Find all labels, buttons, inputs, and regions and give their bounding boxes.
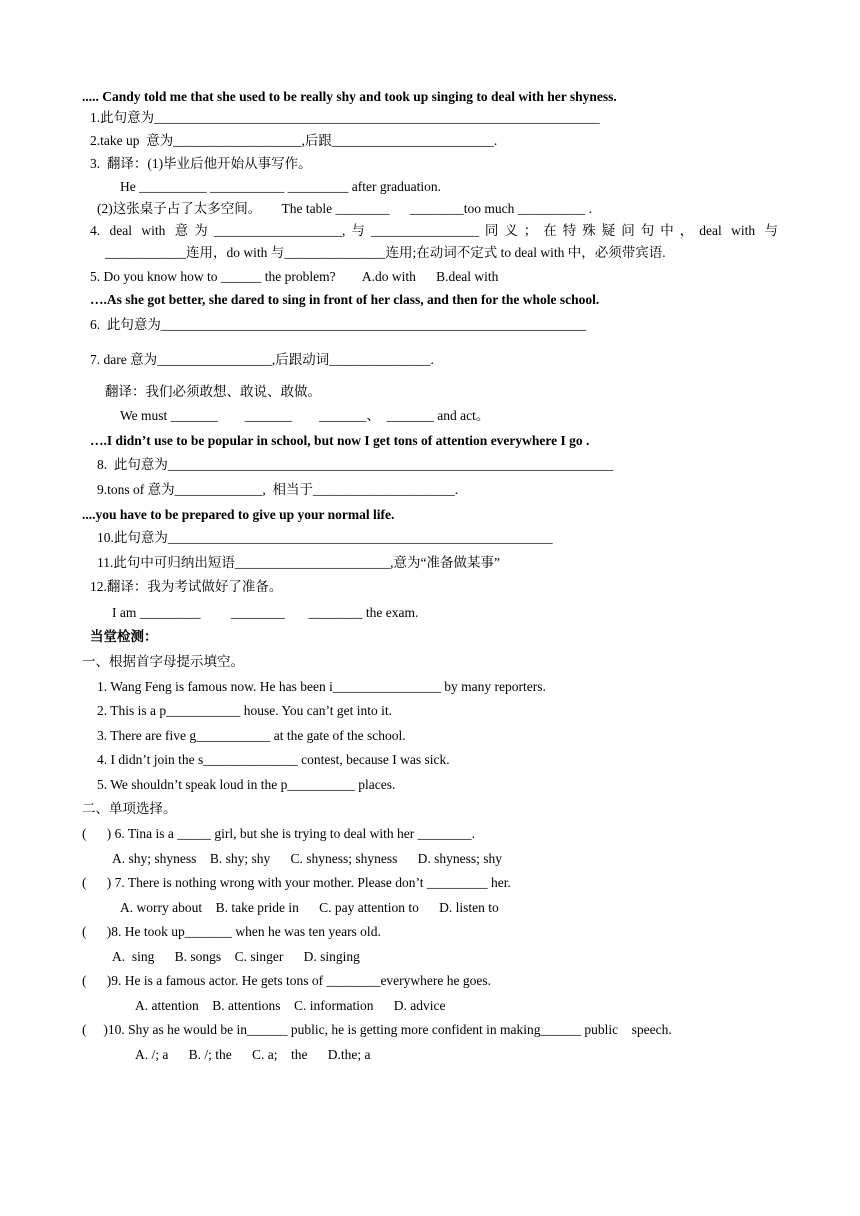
- question-8: 8. 此句意为__________________________________________________________________: [97, 457, 614, 472]
- fill-item-1: 1. Wang Feng is famous now. He has been i________________ by many reporters.: [97, 679, 546, 694]
- question-12: 12.翻译：我为考试做好了准备。: [90, 579, 283, 594]
- question-2: 2.take up 意为___________________,后跟________________________.: [90, 133, 498, 148]
- key-sentence-1: ..... Candy told me that she used to be really shy and took up singing to deal with her shyness.: [82, 89, 617, 104]
- question-1: 1.此句意为__________________________________________________________________: [90, 110, 600, 125]
- choice-item-9: ( )9. He is a famous actor. He gets tons of ________everywhere he goes.: [82, 973, 492, 988]
- key-sentence-3: ….I didn’t use to be popular in school, but now I get tons of attention everywhere I go .: [90, 433, 590, 448]
- choice-item-10-options: A. /; a B. /; the C. a; the D.the; a: [135, 1047, 371, 1062]
- choice-item-6: ( ) 6. Tina is a _____ girl, but she is trying to deal with her ________.: [82, 826, 475, 841]
- section-heading-check: 当堂检测：: [90, 629, 158, 644]
- question-6: 6. 此句意为_______________________________________________________________: [90, 317, 587, 332]
- choice-item-7-options: A. worry about B. take pride in C. pay attention to D. listen to: [120, 900, 499, 915]
- fill-item-4: 4. I didn’t join the s______________ contest, because I was sick.: [97, 752, 450, 767]
- choice-item-9-options: A. attention B. attentions C. information D. advice: [135, 998, 446, 1013]
- question-12-blank: I am _________ ________ ________ the exam.: [112, 605, 419, 620]
- choice-item-10: ( )10. Shy as he would be in______ public, he is getting more confident in making______ public speech.: [82, 1022, 672, 1037]
- question-10: 10.此句意为_________________________________________________________: [97, 530, 553, 545]
- question-3-2: (2)这张桌子占了太多空间。 The table ________ ________too much __________ .: [97, 201, 592, 216]
- choice-item-7: ( ) 7. There is nothing wrong with your mother. Please don’t _________ her.: [82, 875, 511, 890]
- choice-item-8: ( )8. He took up_______ when he was ten years old.: [82, 924, 381, 939]
- question-3-1-blank: He __________ ___________ _________ after graduation.: [120, 179, 441, 194]
- key-sentence-4: ....you have to be prepared to give up your normal life.: [82, 507, 395, 522]
- section-two-heading: 二、单项选择。: [82, 801, 177, 816]
- question-7: 7. dare 意为_________________,后跟动词_______________.: [90, 352, 434, 367]
- question-4: 4. deal with 意为___________________,与________________同义；在特殊疑问句中，deal with 与: [90, 223, 778, 238]
- choice-item-8-options: A. sing B. songs C. singer D. singing: [112, 949, 360, 964]
- section-one-heading: 一、根据首字母提示填空。: [82, 654, 244, 669]
- key-sentence-2: ….As she got better, she dared to sing in front of her class, and then for the whole school.: [90, 292, 600, 307]
- question-5: 5. Do you know how to ______ the problem? A.do with B.deal with: [90, 269, 499, 284]
- question-11: 11.此句中可归纳出短语_______________________,意为“准备做某事”: [97, 555, 500, 570]
- fill-item-2: 2. This is a p___________ house. You can’t get into it.: [97, 703, 393, 718]
- fill-item-5: 5. We shouldn’t speak loud in the p__________ places.: [97, 777, 396, 792]
- question-7-translate: 翻译：我们必须敢想、敢说、敢做。: [105, 384, 321, 399]
- question-9: 9.tons of 意为_____________, 相当于_____________________.: [97, 482, 459, 497]
- question-7-blank: We must _______ _______ _______、 _______ and act。: [120, 408, 490, 423]
- choice-item-6-options: A. shy; shyness B. shy; shy C. shyness; shyness D. shyness; shy: [112, 851, 503, 866]
- fill-item-3: 3. There are five g___________ at the gate of the school.: [97, 728, 406, 743]
- question-4-cont: ____________连用，do with 与_______________连用;在动词不定式 to deal with 中，必须带宾语.: [105, 245, 666, 260]
- question-3: 3. 翻译：(1)毕业后他开始从事写作。: [90, 156, 312, 171]
